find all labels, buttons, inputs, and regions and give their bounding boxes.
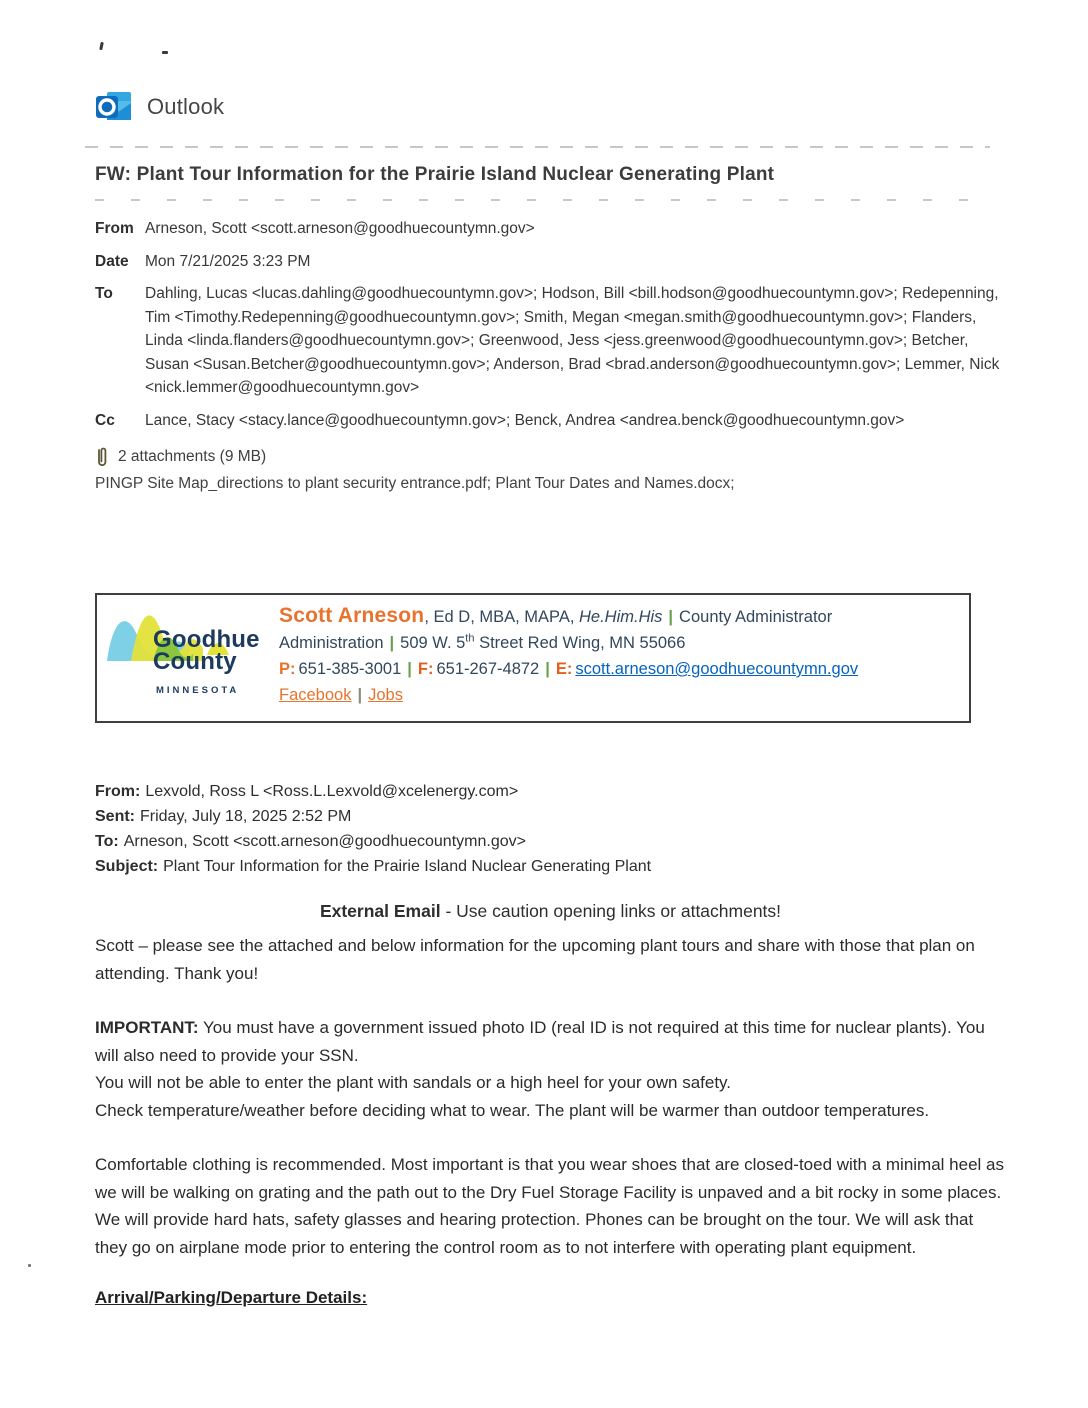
attachments-summary [95,446,1006,468]
paperclip-icon [95,446,109,468]
signature-line-4 [279,682,949,708]
body-line-sandals: You will not be able to enter the plant with sandals or a high heel for your own safety. [95,1073,732,1092]
from-label: From [95,220,134,237]
signature-pronouns: He.Him.His [579,608,663,626]
external-email-warning: External Email - Use caution opening links or attachments! [319,901,782,921]
fwd-sent-label: Sent: [95,808,135,825]
divider-bar: | [407,660,412,678]
logo-text-county: County [153,648,237,675]
important-label: IMPORTANT: [95,1018,199,1037]
fwd-to-label: To: [95,833,119,850]
arrival-parking-departure-heading: Arrival/Parking/Departure Details: [95,1288,368,1307]
divider-bar: | [389,634,395,652]
signature-address: 509 W. 5th Street Red Wing, MN 55066 [400,632,686,652]
fwd-to-row [95,829,1006,854]
facebook-link[interactable]: Facebook [279,686,352,704]
email-header-fields [95,217,1006,432]
signature-line-2 [279,630,949,656]
jobs-link[interactable]: Jobs [368,686,403,704]
signature-name: Scott Arneson [279,604,425,627]
fwd-from-value: Lexvold, Ross L <Ross.L.Lexvold@xcelenergy.com> [145,783,519,800]
fwd-sent-row [95,804,1006,829]
fwd-from-label: From: [95,783,141,800]
fwd-from-row [95,779,1006,804]
scan-line [95,199,975,201]
signature-title: County Administrator [679,608,833,626]
signature-email-link[interactable]: scott.arneson@goodhuecountymn.gov [575,660,859,678]
body-paragraph-important: IMPORTANT: You must have a government issued photo ID (real ID is not required at this time for nuclear plants). You will also need to provide your SSN. You will not be able to enter the plant with sandals or a high heel for your own safety. Check temperature/weather before deciding what to wear. The plant will be warmer than outdoor temperatures. [95,1014,1006,1124]
scan-line [85,146,990,148]
phone-number: 651-385-3001 [298,660,402,678]
to-label: To [95,285,113,302]
to-value: Dahling, Lucas <lucas.dahling@goodhuecountymn.gov>; Hodson, Bill <bill.hodson@goodhuecountymn.gov>; Redepenning, Tim <Timothy.Redepenning@goodhuecountymn.gov>; Smith, Megan <megan.smith@goodhuecountymn.gov>; Flanders, Linda <linda.flanders@goodhuecountymn.gov>; Greenwood, Jess <jess.greenwood@goodhuecountymn.gov>; Betcher, Susan <Susan.Betcher@goodhuecountymn.gov>; Anderson, Brad <brad.anderson@goodhuecountymn.gov>; Lemmer, Nick <nick.lemmer@goodhuecountymn.gov> [145,285,1000,396]
outlook-logo-icon [95,89,133,125]
phone-label: P: [279,660,296,678]
signature-dept: Administration [279,634,384,652]
signature-credentials: , Ed D, MBA, MAPA, [424,608,579,626]
date-value: Mon 7/21/2025 3:23 PM [145,252,311,270]
ordinal-suffix: th [465,632,475,645]
email-subject-title: FW: Plant Tour Information for the Prairie Island Nuclear Generating Plant [95,164,775,185]
scan-speck [28,1264,31,1267]
email-label: E: [555,660,573,678]
signature-card [95,593,971,723]
divider-bar: | [545,660,550,678]
divider-bar: | [668,608,674,626]
attachments-count: 2 attachments (9 MB) [118,448,267,465]
goodhue-county-logo [103,597,281,715]
cc-label: Cc [95,411,115,429]
fwd-subject-row [95,854,1006,879]
fwd-to-value: Arneson, Scott <scott.arneson@goodhuecountymn.gov> [123,833,526,850]
fax-number: 651-267-4872 [436,660,540,678]
external-email-warning-bold: External Email [319,901,441,921]
fwd-subject-label: Subject: [95,858,159,875]
divider-bar: | [357,686,363,704]
logo-text-goodhue: Goodhue [153,626,260,653]
fwd-subject-value: Plant Tour Information for the Prairie Island Nuclear Generating Plant [163,858,652,875]
scan-speck [162,51,168,54]
body-paragraph-greeting: Scott – please see the attached and below information for the upcoming plant tours and share with those that plan on attending. Thank you! [95,936,975,983]
outlook-brand [95,88,1006,126]
from-value: Arneson, Scott <scott.arneson@goodhuecountymn.gov> [145,220,535,237]
attachment-filenames[interactable]: PINGP Site Map_directions to plant security entrance.pdf; Plant Tour Dates and Names.docx; [95,475,735,492]
logo-text-minnesota: MINNESOTA [156,685,240,696]
signature-text [279,603,949,708]
fwd-sent-value: Friday, July 18, 2025 2:52 PM [140,808,352,825]
date-label: Date [95,252,129,270]
body-paragraph-clothing: Comfortable clothing is recommended. Most important is that you wear shoes that are closed-toed with a minimal heel as we will be walking on grating and the path out to the Dry Fuel Storage Facility is unpaved and a bit rocky in some places. We will provide hard hats, safety glasses and hearing protection. Phones can be brought on the tour. We will ask that they go on airplane mode prior to entering the control room as to not interfere with operating plant equipment. [95,1155,1004,1257]
cc-value: Lance, Stacy <stacy.lance@goodhuecountymn.gov>; Benck, Andrea <andrea.benck@goodhuecountymn.gov> [145,411,905,429]
signature-line-3 [279,656,949,682]
forwarded-headers [95,779,1006,879]
body-line-temperature: Check temperature/weather before deciding what to wear. The plant will be warmer than outdoor temperatures. [95,1100,930,1120]
app-title: Outlook [147,94,225,119]
scan-speck [99,42,104,50]
signature-line-1 [279,603,949,630]
fax-label: F: [417,660,434,678]
